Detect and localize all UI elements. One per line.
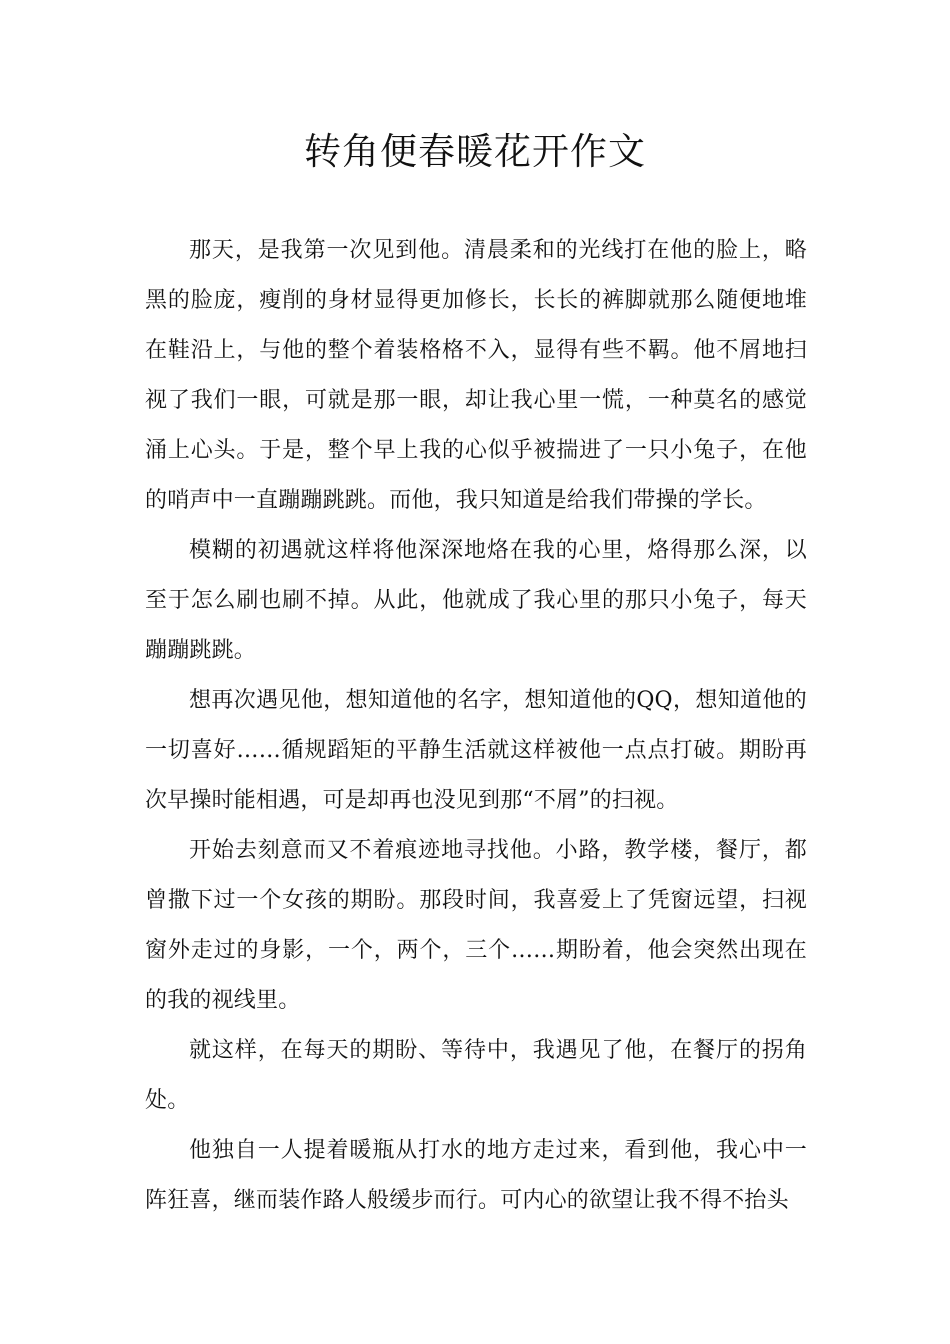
document-body xyxy=(145,226,807,1226)
paragraph-4: 开始去刻意而又不着痕迹地寻找他。小路，教学楼，餐厅，都曾撒下过一个女孩的期盼。那段时间，我喜爱上了凭窗远望，扫视窗外走过的身影，一个，两个，三个……期盼着，他会突然出现在的我的视线里。 xyxy=(145,838,807,1013)
document-title: 转角便春暖花开作文 xyxy=(304,130,646,173)
paragraph-3: 想再次遇见他，想知道他的名字，想知道他的QQ，想知道他的一切喜好……循规蹈矩的平静生活就这样被他一点点打破。期盼再次早操时能相遇，可是却再也没见到那“不屑”的扫视。 xyxy=(145,688,807,813)
paragraph-5: 就这样，在每天的期盼、等待中，我遇见了他，在餐厅的拐角处。 xyxy=(145,1038,807,1113)
paragraph-1: 那天，是我第一次见到他。清晨柔和的光线打在他的脸上，略黑的脸庞，瘦削的身材显得更加修长，长长的裤脚就那么随便地堆在鞋沿上，与他的整个着装格格不入，显得有些不羁。他不屑地扫视了我们一眼，可就是那一眼，却让我心里一慌，一种莫名的感觉涌上心头。于是，整个早上我的心似乎被揣进了一只小兔子，在他的哨声中一直蹦蹦跳跳。而他，我只知道是给我们带操的学长。 xyxy=(145,238,807,513)
paragraph-2: 模糊的初遇就这样将他深深地烙在我的心里，烙得那么深，以至于怎么刷也刷不掉。从此，他就成了我心里的那只小兔子，每天蹦蹦跳跳。 xyxy=(145,538,807,663)
paragraph-6: 他独自一人提着暖瓶从打水的地方走过来，看到他，我心中一阵狂喜，继而装作路人般缓步而行。可内心的欲望让我不得不抬头 xyxy=(145,1138,807,1213)
